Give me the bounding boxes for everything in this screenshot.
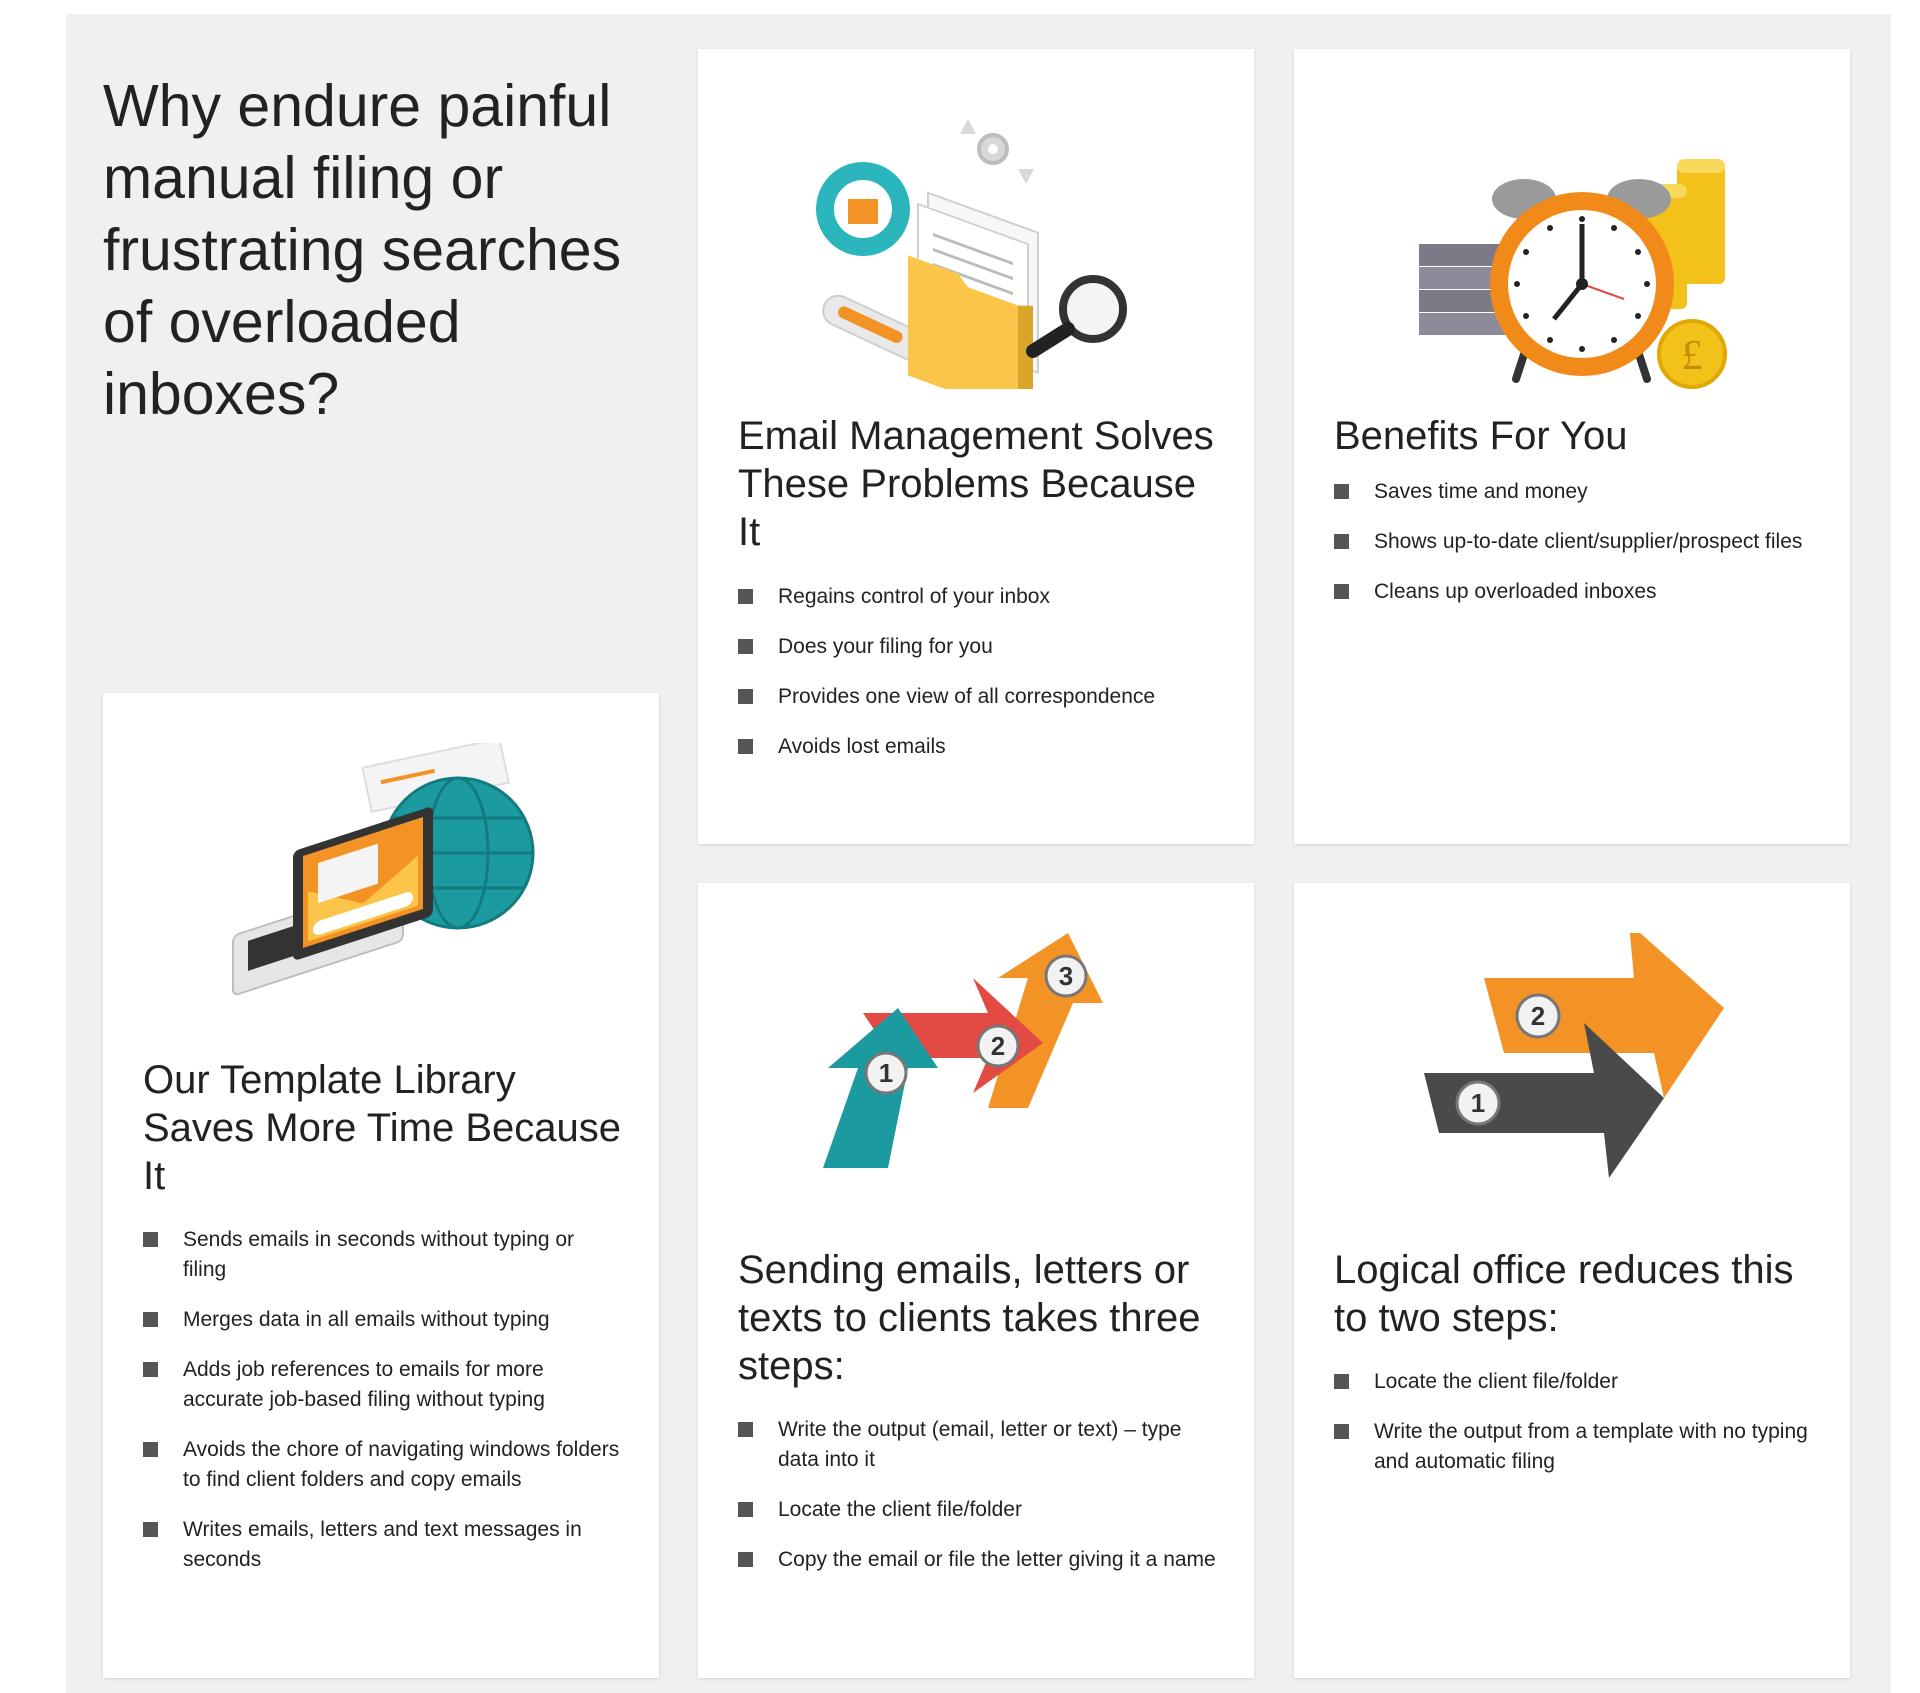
bullet-square-icon [738,639,753,654]
page-headline: Why endure painful manual filing or frustrating searches of overloaded inboxes? [103,73,622,427]
list-item [1334,477,1814,507]
bullet-square-icon [738,739,753,754]
card-title: Sending emails, letters or texts to clients takes three steps: [738,1248,1201,1388]
list-item [738,1495,1218,1525]
list-item-text: Avoids the chore of navigating windows folders to find client folders and copy emails [183,1438,620,1491]
bullet-square-icon [143,1312,158,1327]
step-number: 1 [878,1058,894,1088]
bullet-square-icon [143,1442,158,1457]
bullet-square-icon [738,1502,753,1517]
feature-list [1334,1367,1814,1497]
list-item-text: Provides one view of all correspondence [778,685,1156,708]
folder-search-icon [698,89,1254,389]
feature-list [143,1225,623,1595]
list-item-text: Cleans up overloaded inboxes [1374,580,1657,603]
card-title: Our Template Library Saves More Time Because It [143,1058,621,1198]
list-item [738,1545,1218,1575]
list-item [1334,577,1814,607]
three-arrows-icon [698,933,1254,1203]
bullet-square-icon [1334,1424,1349,1439]
bullet-square-icon [143,1362,158,1377]
bullet-square-icon [738,1422,753,1437]
list-item [1334,527,1814,557]
list-item [738,682,1218,712]
laptop-globe-icon [103,743,659,1003]
card-three-steps [698,883,1254,1678]
list-item [738,732,1218,762]
list-item-text: Avoids lost emails [778,735,946,758]
card-title: Benefits For You [1334,414,1628,458]
list-item [1334,1367,1814,1397]
step-number: 2 [990,1031,1006,1061]
list-item [143,1225,623,1285]
list-item-text: Locate the client file/folder [1374,1370,1618,1393]
list-item [738,1415,1218,1475]
step-number: 2 [1530,1001,1546,1031]
feature-list [1334,477,1814,627]
bullet-square-icon [1334,584,1349,599]
list-item-text: Copy the email or file the letter giving it a name [778,1548,1216,1571]
list-item [143,1435,623,1495]
bullet-square-icon [1334,1374,1349,1389]
feature-list [738,1415,1218,1595]
list-item-text: Adds job references to emails for more accurate job-based filing without typing [183,1358,545,1411]
list-item-text: Saves time and money [1374,480,1588,503]
list-item [738,632,1218,662]
step-number: 1 [1470,1088,1486,1118]
bullet-square-icon [1334,534,1349,549]
bullet-square-icon [143,1522,158,1537]
list-item-text: Merges data in all emails without typing [183,1308,550,1331]
card-title: Email Management Solves These Problems Because It [738,414,1214,554]
card-benefits [1294,49,1850,844]
list-item [143,1305,623,1335]
list-item-text: Write the output from a template with no typing and automatic filing [1374,1420,1808,1473]
feature-list [738,582,1218,782]
card-email-management [698,49,1254,844]
bullet-square-icon [738,689,753,704]
list-item-text: Write the output (email, letter or text) – type data into it [778,1418,1182,1471]
list-item [1334,1417,1814,1477]
bullet-square-icon [738,1552,753,1567]
svg-text:£: £ [1681,333,1703,379]
card-title: Logical office reduces this to two steps: [1334,1248,1794,1340]
card-template-library [103,693,659,1678]
bullet-square-icon [143,1232,158,1247]
bullet-square-icon [738,589,753,604]
list-item [143,1515,623,1575]
bullet-square-icon [1334,484,1349,499]
list-item-text: Shows up-to-date client/supplier/prospect files [1374,530,1803,553]
list-item-text: Sends emails in seconds without typing or filing [183,1228,575,1281]
two-arrows-icon [1294,933,1850,1203]
list-item [738,582,1218,612]
clock-money-icon [1294,89,1850,389]
list-item-text: Writes emails, letters and text messages in seconds [183,1518,582,1571]
list-item [143,1355,623,1415]
list-item-text: Does your filing for you [778,635,993,658]
card-two-steps [1294,883,1850,1678]
list-item-text: Locate the client file/folder [778,1498,1022,1521]
list-item-text: Regains control of your inbox [778,585,1050,608]
step-number: 3 [1058,961,1074,991]
